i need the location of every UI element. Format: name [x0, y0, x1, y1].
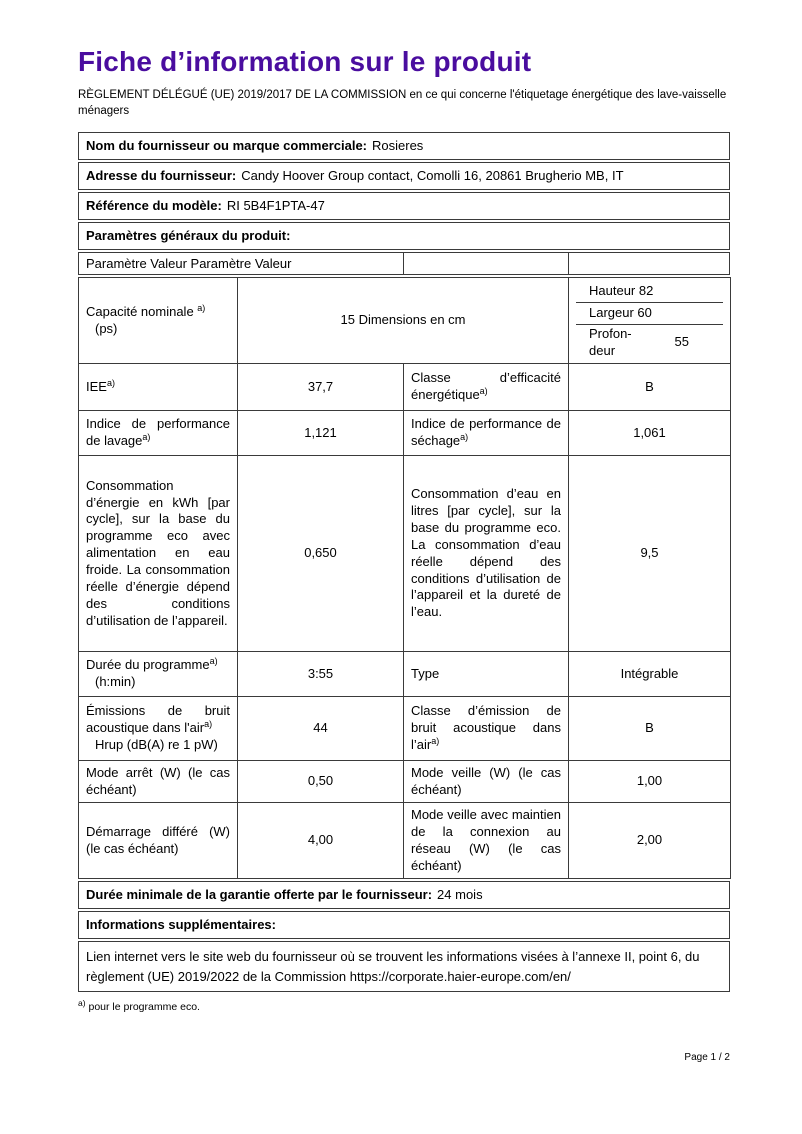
table-header-text: Paramètre Valeur Paramètre Valeur — [86, 256, 292, 272]
supplier-url[interactable]: https://corporate.haier-europe.com/en/ — [349, 968, 571, 984]
regulation-reference: RÈGLEMENT DÉLÉGUÉ (UE) 2019/2017 DE LA COMMISSION en ce qui concerne l'étiquetage énergétique des lave-vaisselle ménagers — [78, 89, 727, 118]
general-parameters-heading — [78, 222, 730, 250]
standby-mode-label: Mode veille (W) (le cas échéant) — [404, 761, 569, 803]
page-title: Fiche d’information sur le produit — [78, 46, 532, 77]
model-reference-value: RI 5B4F1PTA-47 — [226, 198, 325, 214]
supplier-address-label: Adresse du fournisseur: — [86, 168, 237, 184]
table-header-cell-empty-2 — [568, 253, 729, 274]
footnote-ref: a) — [106, 377, 115, 388]
networked-standby-label: Mode veille avec maintien de la connexion au réseau (W) (le cas échéant) — [404, 803, 569, 879]
footnote-ref: a) — [197, 302, 206, 313]
noise-row — [79, 697, 731, 761]
performance-index-row — [79, 411, 731, 456]
program-duration-value: 3:55 — [238, 652, 404, 697]
standby-mode-value: 1,00 — [569, 761, 731, 803]
wash-index-value: 1,121 — [238, 411, 404, 456]
dimensions-cell — [569, 278, 731, 364]
wash-index-label: Indice de performance de lavage$^{a)}$ — [79, 411, 238, 456]
dimension-height-text: Hauteur 82 — [589, 283, 654, 299]
energy-class-label: Classe d’efficacité énergétique$^{a)}$ — [404, 364, 569, 411]
dimension-depth-value: 55 — [674, 334, 689, 350]
supplier-name-row — [78, 132, 730, 160]
supplier-name-value: Rosieres — [372, 138, 424, 154]
supplier-link-text: Lien internet vers le site web du fournisseur où se trouvent les informations visées à l’annexe II, point 6, du règlement (UE) 2019/2022 de la Commission — [86, 949, 700, 984]
type-label: Type — [404, 652, 569, 697]
energy-class-value: B — [569, 364, 731, 411]
off-mode-row — [79, 761, 731, 803]
consumption-row — [79, 456, 731, 652]
off-mode-label: Mode arrêt (W) (le cas échéant) — [79, 761, 238, 803]
iee-row — [79, 364, 731, 411]
footnote-ref: a) — [142, 432, 151, 443]
model-reference-label: Référence du modèle: — [86, 198, 222, 214]
model-reference-row — [78, 192, 730, 220]
table-header-cell — [79, 253, 403, 274]
delayed-start-label: Démarrage différé (W) (le cas échéant) — [79, 803, 238, 879]
program-duration-label: Durée du programme$^{a)}$ (h:min) — [79, 652, 238, 697]
dimension-depth — [576, 325, 723, 360]
dry-index-label: Indice de performance de séchage$^{a)}$ — [404, 411, 569, 456]
delayed-start-row — [79, 803, 731, 879]
page-number: Page 1 / 2 — [684, 1052, 730, 1063]
footnote — [78, 998, 730, 1014]
noise-emission-value: 44 — [238, 697, 404, 761]
supplier-address-value: Candy Hoover Group contact, Comolli 16, 20861 Brugherio MB, IT — [241, 168, 624, 184]
dimension-width-text: Largeur 60 — [589, 305, 652, 321]
networked-standby-value: 2,00 — [569, 803, 731, 879]
noise-class-value: B — [569, 697, 731, 761]
dimension-width — [576, 303, 723, 325]
noise-class-label: Classe d’émission de bruit acoustique dans l’air$^{a)}$ — [404, 697, 569, 761]
delayed-start-value: 4,00 — [238, 803, 404, 879]
duration-type-row — [79, 652, 731, 697]
type-value: Intégrable — [569, 652, 731, 697]
footnote-ref: a) — [431, 736, 440, 747]
additional-info-label: Informations supplémentaires: — [86, 917, 276, 933]
capacity-dimensions-cell — [238, 278, 569, 364]
footnote-ref: a) — [479, 386, 488, 397]
parameters-table — [78, 277, 731, 879]
warranty-label: Durée minimale de la garantie offerte par le fournisseur: — [86, 887, 433, 903]
iee-value: 37,7 — [238, 364, 404, 411]
capacity-row — [79, 278, 731, 364]
footnote-ref: a) — [204, 719, 213, 730]
iee-label: IEE$^{a)}$ — [79, 364, 238, 411]
supplier-name-label: Nom du fournisseur ou marque commerciale: — [86, 138, 368, 154]
footnote-text: pour le programme eco. — [88, 1001, 200, 1014]
warranty-row — [78, 881, 730, 909]
dry-index-value: 1,061 — [569, 411, 731, 456]
supplier-link-row — [78, 941, 730, 992]
noise-emission-label: Émissions de bruit acoustique dans l'air$^{a)}$ Hrup (dB(A) re 1 pW) — [79, 697, 238, 761]
energy-consumption-value: 0,650 — [238, 456, 404, 652]
capacity-dimensions-text: 15 Dimensions en cm — [340, 312, 466, 328]
capacity-label — [79, 278, 238, 364]
footnote-ref: a) — [209, 656, 218, 667]
table-header-row — [78, 252, 730, 275]
water-consumption-value: 9,5 — [569, 456, 731, 652]
additional-info-heading — [78, 911, 730, 939]
footnote-marker: a) — [78, 998, 86, 1009]
energy-consumption-label: Consommation d’énergie en kWh [par cycle], sur la base du programme eco avec alimentation en eau froide. La consommation réelle d’énergie dépend des conditions d’utilisation de l’appareil. — [79, 456, 238, 652]
water-consumption-label: Consommation d’eau en litres [par cycle], sur la base du programme eco. La consommation d’eau réelle dépend des conditions d’utilisation de l’appareil et la dureté de l’eau. — [404, 456, 569, 652]
supplier-address-row — [78, 162, 730, 190]
footnote-ref: a) — [460, 432, 469, 443]
capacity-label-text: Capacité nominale — [86, 303, 198, 319]
warranty-value: 24 mois — [437, 887, 483, 903]
general-parameters-label: Paramètres généraux du produit: — [86, 228, 291, 244]
dimension-height — [576, 281, 723, 303]
table-header-cell-empty-1 — [403, 253, 568, 274]
capacity-unit: (ps) — [95, 320, 118, 336]
off-mode-value: 0,50 — [238, 761, 404, 803]
dimension-depth-word: Profon- deur — [589, 326, 632, 358]
